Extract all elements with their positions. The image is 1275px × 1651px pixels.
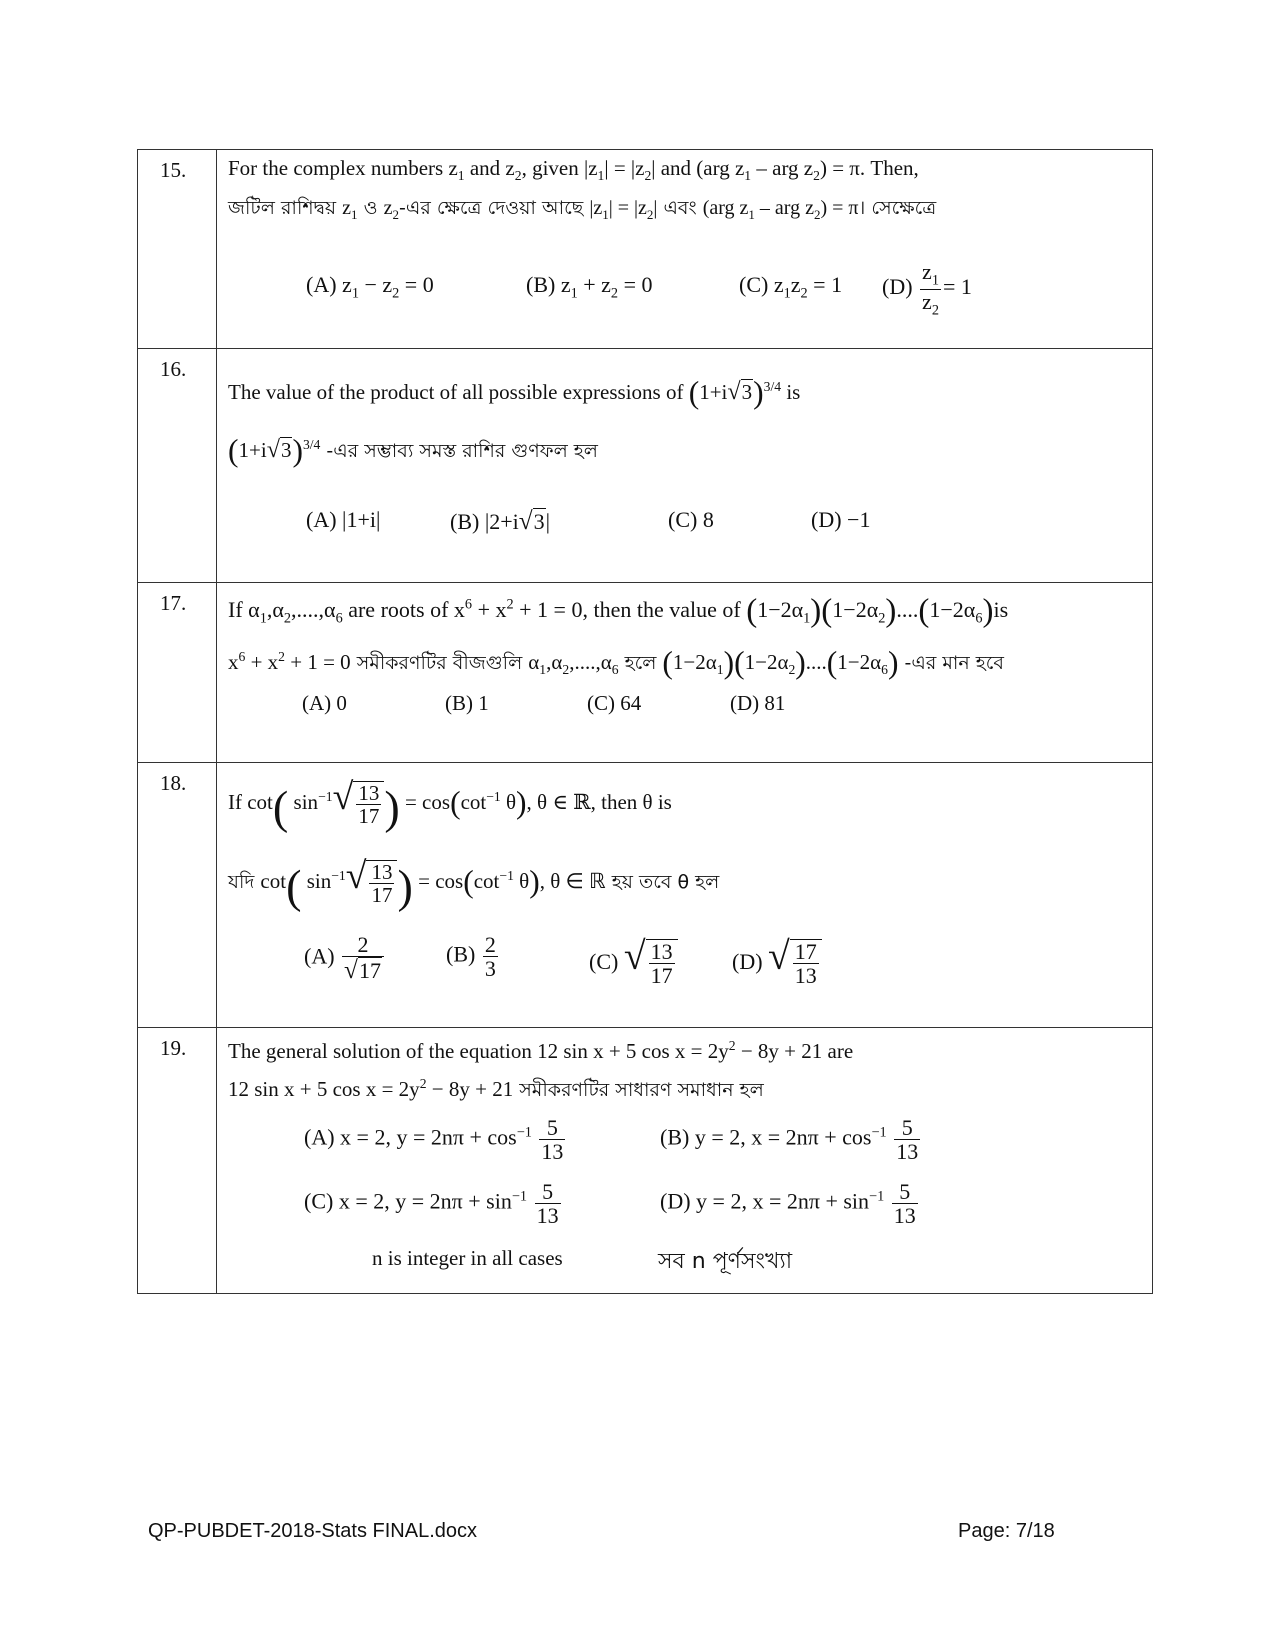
- question-text-bn: $x^6 + x^2 + 1 = 0$ সমীকরণটির বীজগুলি $\alpha_1,\alpha_2,....,\alpha_6$ হলে $(1-2\alpha_1)(1-2\alpha_2)....(1-2\alpha_6)$ -এর মান হবে: [228, 644, 1004, 680]
- question-row: [138, 763, 1153, 1028]
- options: [228, 503, 1142, 559]
- question-row: [138, 349, 1153, 583]
- question-body: [217, 349, 1153, 583]
- question-body: [217, 763, 1153, 1028]
- option-c: (C) x = 2, $y = 2n\pi + \sin^{-1}$ $\frac{5}{13}$: [304, 1179, 559, 1229]
- question-number: 18.: [138, 763, 217, 1028]
- option-b: (B) |2+i√3|: [450, 507, 551, 536]
- note-en: n is integer in all cases: [372, 1246, 563, 1270]
- question-text-en: The general solution of the equation 12 sin x + 5 $\cos x = 2y^2 - 8y + 21$ are: [228, 1038, 854, 1063]
- option-d: (D) y = 2, $x = 2n\pi + \sin^{-1}$ $\frac{5}{13}$: [660, 1179, 916, 1229]
- option-d: (D) 81: [730, 691, 786, 716]
- question-text-en: The value of the product of all possible expressions of $(1+i√3)^{3/4}$ is: [228, 375, 801, 410]
- options: [228, 259, 1142, 334]
- question-row: [138, 583, 1153, 763]
- option-d: (D) √ $\frac{17}{13}$: [732, 933, 822, 988]
- question-table: [137, 149, 1153, 1294]
- option-a: (A) x = 2, $y = 2n\pi + \cos^{-1}$ $\frac{5}{13}$: [304, 1115, 564, 1165]
- option-d: (D) $\frac{z_1}{z_2}$ = 1: [882, 259, 972, 318]
- options: [228, 929, 1142, 999]
- option-a: (A) 0: [302, 691, 347, 716]
- note-row: [228, 1244, 1142, 1284]
- question-text-bn: $(1+i√3)^{3/4}$ -এর সম্ভাব্য সমস্ত রাশির গুণফল হল: [228, 433, 598, 468]
- footer-page-number: Page: 7/18: [958, 1520, 1055, 1542]
- option-c: (C) 8: [668, 507, 714, 533]
- question-number: 19.: [138, 1028, 217, 1294]
- options: [228, 689, 1142, 727]
- note-bn: সব n পূর্ণসংখ্যা: [658, 1249, 793, 1274]
- options: [228, 1114, 1142, 1244]
- question-text-bn: জটিল রাশিদ্বয় $z_1$ ও $z_2-এর$ ক্ষেত্রে দেওয়া আছে $|z_1| = |z_2|$ এবং (arg $z_1$ – arg $z_2$) = π। সেক্ষেত্রে: [228, 197, 937, 223]
- question-body: [217, 583, 1153, 763]
- option-a: (A) $\frac{2}{√17}$: [304, 933, 386, 984]
- footer-filename: QP-PUBDET-2018-Stats FINAL.docx: [148, 1520, 478, 1542]
- option-a: (A) $z_1 - z_2 = 0$: [306, 272, 434, 302]
- question-number: 17.: [138, 583, 217, 763]
- option-c: (C) 64: [587, 691, 642, 716]
- option-d: (D) −1: [811, 507, 871, 533]
- option-b: (B) 1: [445, 691, 489, 716]
- question-text-bn: 12 sin x + 5 $\cos x = 2y^2 - 8y + 21$ সমীকরণটির সাধারণ সমাধান হল: [228, 1076, 764, 1101]
- option-a: (A) |1+i|: [306, 507, 381, 533]
- question-text-en: For the complex numbers $z_1$ and $z_2$, given $|z_1| = |z_2|$ and (arg $z_1$ – arg $z_2) = \pi$. Then,: [228, 156, 919, 184]
- option-b: (B) $\frac{2}{3}$: [446, 931, 496, 981]
- question-body: [217, 150, 1153, 349]
- question-text-en: If cot( $\sin^{-1}√$ $\frac{13}{17}$ ) = $\cos(\cot^{-1}$ θ), θ ∈ ℝ, then θ is: [228, 776, 672, 833]
- question-text-bn: যদি cot( $\sin^{-1}√$ $\frac{13}{17}$ ) = $\cos(\cot^{-1}$ θ), θ ∈ ℝ হয় তবে θ হল: [228, 854, 720, 912]
- option-c: (C) √ $\frac{13}{17}$: [589, 933, 678, 988]
- question-number: 16.: [138, 349, 217, 583]
- question-body: [217, 1028, 1153, 1294]
- option-c: (C) $z_1z_2 = 1$: [739, 272, 843, 302]
- question-row: [138, 150, 1153, 349]
- question-row: [138, 1028, 1153, 1294]
- question-text-en: If $\alpha_1,\alpha_2,....,\alpha_6$ are roots of $x^6 + x^2 + 1 = 0$, then the value of $(1-2\alpha_1)(1-2\alpha_2)....(1-2\alpha_6)is$: [228, 593, 1009, 629]
- option-b: (B) $z_1 + z_2 = 0$: [526, 272, 653, 302]
- option-b: (B) y = 2, $x = 2n\pi + \cos^{-1}$ $\frac{5}{13}$: [660, 1115, 919, 1165]
- question-number: 15.: [138, 150, 217, 349]
